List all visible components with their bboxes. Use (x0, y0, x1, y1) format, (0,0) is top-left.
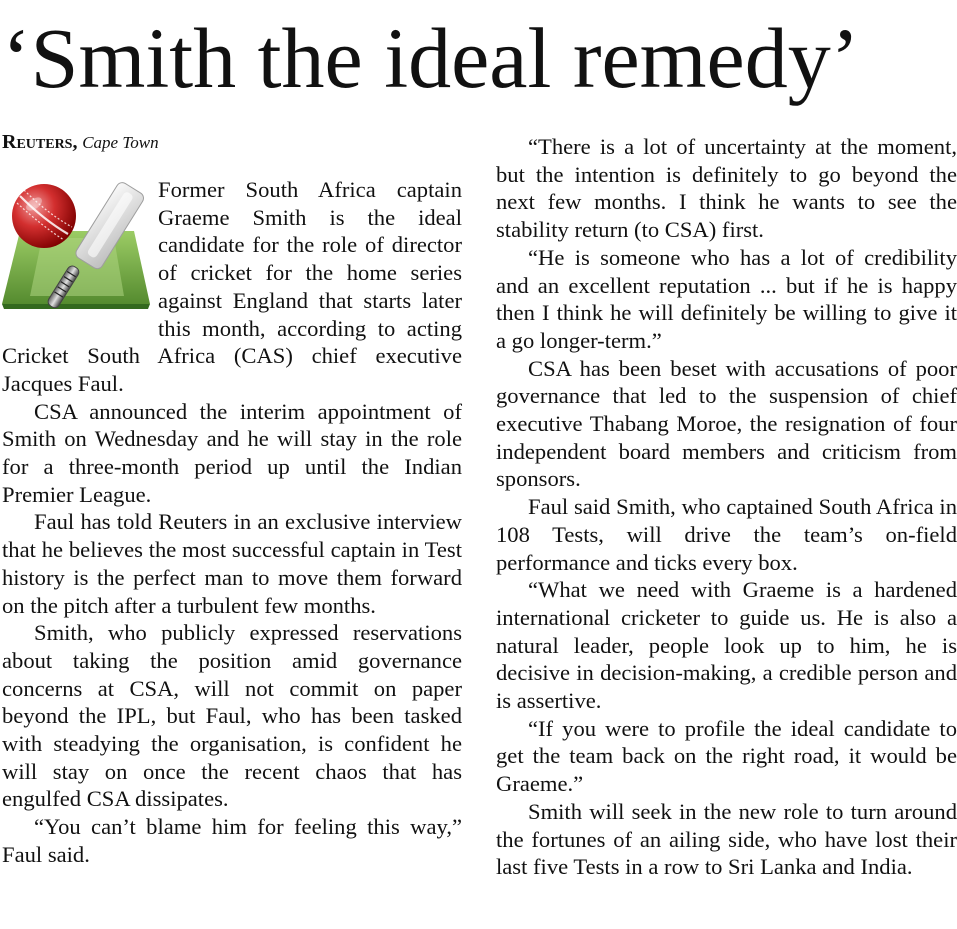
right-column (496, 133, 957, 881)
byline-location: Cape Town (82, 133, 159, 152)
right-paragraph-5: “What we need with Graeme is a hardened international cricketer to guide us. He is also a natural leader, people look up to him, he is decisive in decision-making, a credible person and is assertive. (496, 577, 957, 714)
left-paragraph-4: Smith, who publicly expressed reservations about taking the position amid governance concerns at CSA, will not commit on paper beyond the IPL, but Faul, who has been tasked with steadying the organisation, is confident he will stay on once the recent chaos that has engulfed CSA dissipates. (2, 620, 462, 812)
right-paragraph-4: Faul said Smith, who captained South Africa in 108 Tests, will drive the team’s on-field performance and ticks every box. (496, 494, 957, 575)
left-paragraph-3: Faul has told Reuters in an exclusive interview that he believes the most successful captain in Test history is the perfect man to move them forward on the pitch after a turbulent few months. (2, 509, 462, 618)
right-paragraph-7: Smith will seek in the new role to turn around the fortunes of an ailing side, who have lost their last five Tests in a row to Sri Lanka and India. (496, 798, 957, 880)
right-paragraph-2: “He is someone who has a lot of credibility and an excellent reputation ... but if he is happy then I think he will definitely be willing to give it a go longer-term.” (496, 244, 957, 353)
cricket-ball-bat-stumps-icon (2, 176, 152, 316)
left-paragraph-5: “You can’t blame him for feeling this way,” Faul said. (2, 814, 462, 867)
right-paragraph-3: CSA has been beset with accusations of poor governance that led to the suspension of chief executive Thabang Moroe, the resignation of four independent board members and criticism from sponsors. (496, 355, 957, 492)
right-paragraph-1: “There is a lot of uncertainty at the moment, but the intention is definitely to go beyond the next few months. I think he wants to see the stability return (to CSA) first. (496, 134, 957, 243)
left-column (2, 176, 462, 869)
byline (2, 130, 159, 155)
right-paragraph-6: “If you were to profile the ideal candidate to get the team back on the right road, it would be Graeme.” (496, 715, 957, 797)
byline-agency: Reuters, (2, 131, 78, 153)
headline: ‘Smith the ideal remedy’ (2, 10, 860, 106)
left-paragraph-2: CSA announced the interim appointment of Smith on Wednesday and he will stay in the role for a three-month period up until the Indian Premier League. (2, 398, 462, 507)
left-paragraph-1: Former South Africa captain Graeme Smith is the ideal candidate for the role of director of cricket for the home series against England that starts later this month, according to acting Cricket South Africa (CAS) chief executive Jacques Faul. (2, 177, 462, 396)
